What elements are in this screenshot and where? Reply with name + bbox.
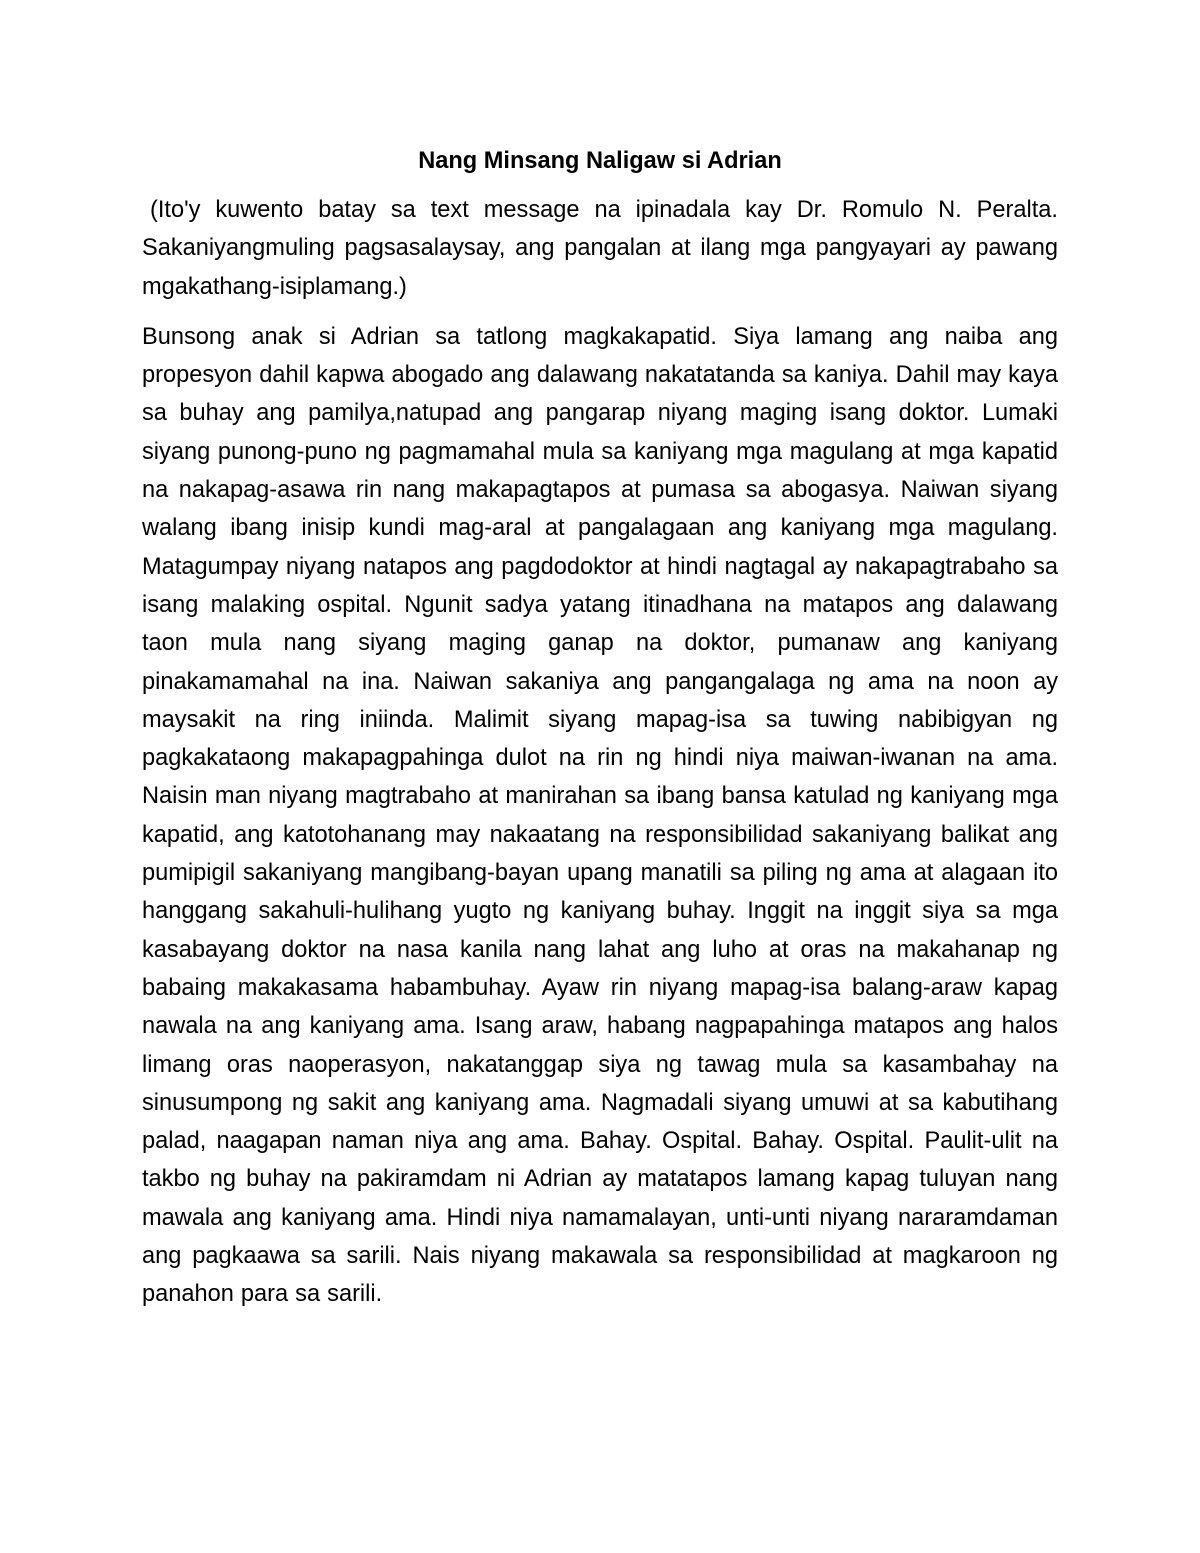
body-paragraph: Bunsong anak si Adrian sa tatlong magkakapatid. Siya lamang ang naiba ang propesyon dahil kapwa abogado ang dalawang nakatatanda sa kaniya. Dahil may kaya sa buhay ang pamilya,natupad ang pangarap niyang maging isang doktor. Lumaki siyang punong-puno ng pagmamahal mula sa kaniyang mga magulang at mga kapatid na nakapag-asawa rin nang makapagtapos at pumasa sa abogasya. Naiwan siyang walang ibang inisip kundi mag-aral at pangalagaan ang kaniyang mga magulang. Matagumpay niyang natapos ang pagdodoktor at hindi nagtagal ay nakapagtrabaho sa isang malaking ospital. Ngunit sadya yatang itinadhana na matapos ang dalawang taon mula nang siyang maging ganap na doktor, pumanaw ang kaniyang pinakamamahal na ina. Naiwan sakaniya ang pangangalaga ng ama na noon ay maysakit na ring iniinda. Malimit siyang mapag-isa sa tuwing nabibigyan ng pagkakataong makapagpahinga dulot na rin ng hindi niya maiwan-iwanan na ama. Naisin man niyang magtrabaho at manirahan sa ibang bansa katulad ng kaniyang mga kapatid, ang katotohanang may nakaatang na responsibilidad sakaniyang balikat ang pumipigil sakaniyang mangibang-bayan upang manatili sa piling ng ama at alagaan ito hanggang sakahuli-hulihang yugto ng kaniyang buhay. Inggit na inggit siya sa mga kasabayang doktor na nasa kanila nang lahat ang luho at oras na makahanap ng babaing makakasama habambuhay. Ayaw rin niyang mapag-isa balang-araw kapag nawala na ang kaniyang ama. Isang araw, habang nagpapahinga matapos ang halos limang oras naoperasyon, nakatanggap siya ng tawag mula sa kasambahay na sinusumpong ng sakit ang kaniyang ama. Nagmadali siyang umuwi at sa kabutihang palad, naagapan naman niya ang ama. Bahay. Ospital. Bahay. Ospital. Paulit-ulit na takbo ng buhay na pakiramdam ni Adrian ay matatapos lamang kapag tuluyan nang mawala ang kaniyang ama. Hindi niya namamalayan, unti-unti niyang nararamdaman ang pagkaawa sa sarili. Nais niyang makawala sa responsibilidad at magkaroon ng panahon para sa sarili. — [142, 323, 1058, 1308]
intro-paragraph: (Ito'y kuwento batay sa text message na ipinadala kay Dr. Romulo N. Peralta. Sakaniyangmuling pagsasalaysay, ang pangalan at ilang mga pangyayari ay pawang mgakathang-isiplamang.) — [142, 197, 1058, 300]
document-page — [142, 142, 1058, 1326]
document-title: Nang Minsang Naligaw si Adrian — [418, 148, 782, 174]
